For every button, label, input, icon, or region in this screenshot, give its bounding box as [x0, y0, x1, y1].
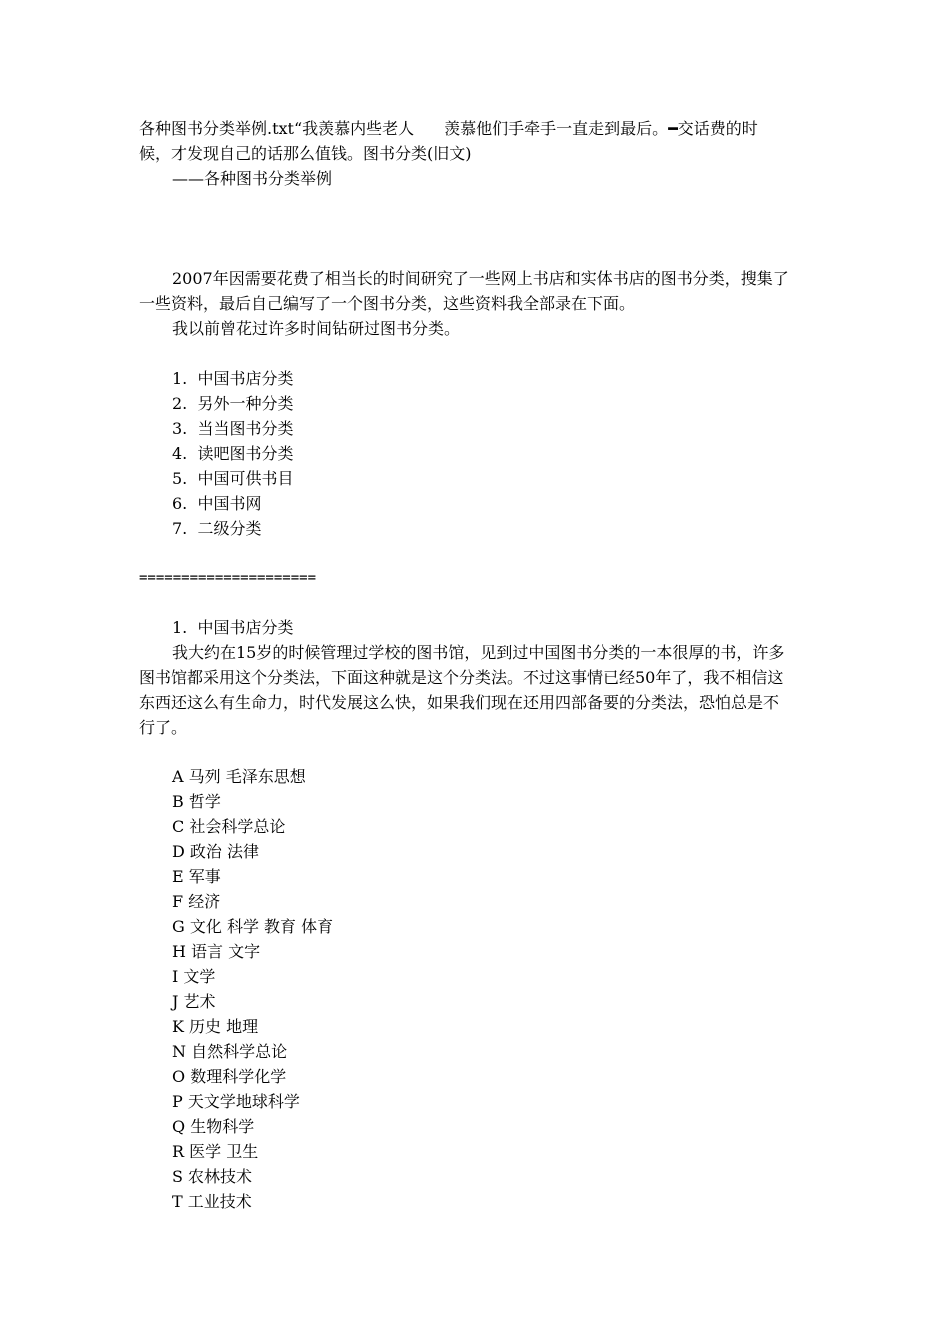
header-title-part-2: 羡慕他们手牵手一直走到最后。━交话费的时 — [444, 119, 758, 138]
category-item: K 历史 地理 — [172, 1017, 259, 1036]
intro-paragraph-2: 我以前曾花过许多时间钻研过图书分类。 — [172, 319, 461, 338]
category-item: F 经济 — [172, 892, 221, 911]
toc-item: 7. 二级分类 — [172, 519, 262, 538]
section-1-body-line-3: 东西还这么有生命力，时代发展这么快，如果我们现在还用四部备要的分类法，恐怕总是不 — [139, 693, 780, 712]
toc-item: 1. 中国书店分类 — [172, 369, 294, 388]
header-line-1 — [139, 119, 758, 139]
category-item: R 医学 卫生 — [172, 1142, 259, 1161]
intro-paragraph-line-1: 2007年因需要花费了相当长的时间研究了一些网上书店和实体书店的图书分类，搜集了 — [172, 269, 789, 288]
section-1-body-line-1: 我大约在15岁的时候管理过学校的图书馆，见到过中国图书分类的一本很厚的书，许多 — [172, 643, 785, 662]
separator-line: ===================== — [139, 570, 317, 586]
category-item: Q 生物科学 — [172, 1117, 255, 1136]
header-line-2: 候，才发现自己的话那么值钱。图书分类(旧文) — [139, 144, 472, 163]
toc-item: 5. 中国可供书目 — [172, 469, 294, 488]
toc-item: 3. 当当图书分类 — [172, 419, 294, 438]
toc-item: 4. 读吧图书分类 — [172, 444, 294, 463]
intro-paragraph-line-2: 一些资料，最后自己编写了一个图书分类，这些资料我全部录在下面。 — [139, 294, 636, 313]
toc-item: 6. 中国书网 — [172, 494, 262, 513]
section-1-heading: 1. 中国书店分类 — [172, 618, 294, 637]
category-item: H 语言 文字 — [172, 942, 261, 961]
document-subtitle: ——各种图书分类举例 — [172, 169, 333, 188]
category-item: O 数理科学化学 — [172, 1067, 287, 1086]
category-item: G 文化 科学 教育 体育 — [172, 917, 334, 936]
header-title-part-1: 各种图书分类举例.txt“我羡慕内些老人 — [139, 119, 415, 138]
section-1-body-line-4: 行了。 — [139, 718, 188, 737]
category-item: B 哲学 — [172, 792, 221, 811]
toc-item: 2. 另外一种分类 — [172, 394, 294, 413]
section-1-body-line-2: 图书馆都采用这个分类法，下面这种就是这个分类法。不过这事情已经50年了，我不相信这 — [139, 668, 784, 687]
category-item: S 农林技术 — [172, 1167, 253, 1186]
category-item: E 军事 — [172, 867, 221, 886]
category-item: C 社会科学总论 — [172, 817, 286, 836]
category-item: I 文学 — [172, 967, 216, 986]
category-item: D 政治 法律 — [172, 842, 260, 861]
category-item: J 艺术 — [172, 992, 216, 1011]
category-item: P 天文学地球科学 — [172, 1092, 300, 1111]
category-item: N 自然科学总论 — [172, 1042, 288, 1061]
category-item: T 工业技术 — [172, 1192, 252, 1211]
category-item: A 马列 毛泽东思想 — [172, 767, 306, 786]
